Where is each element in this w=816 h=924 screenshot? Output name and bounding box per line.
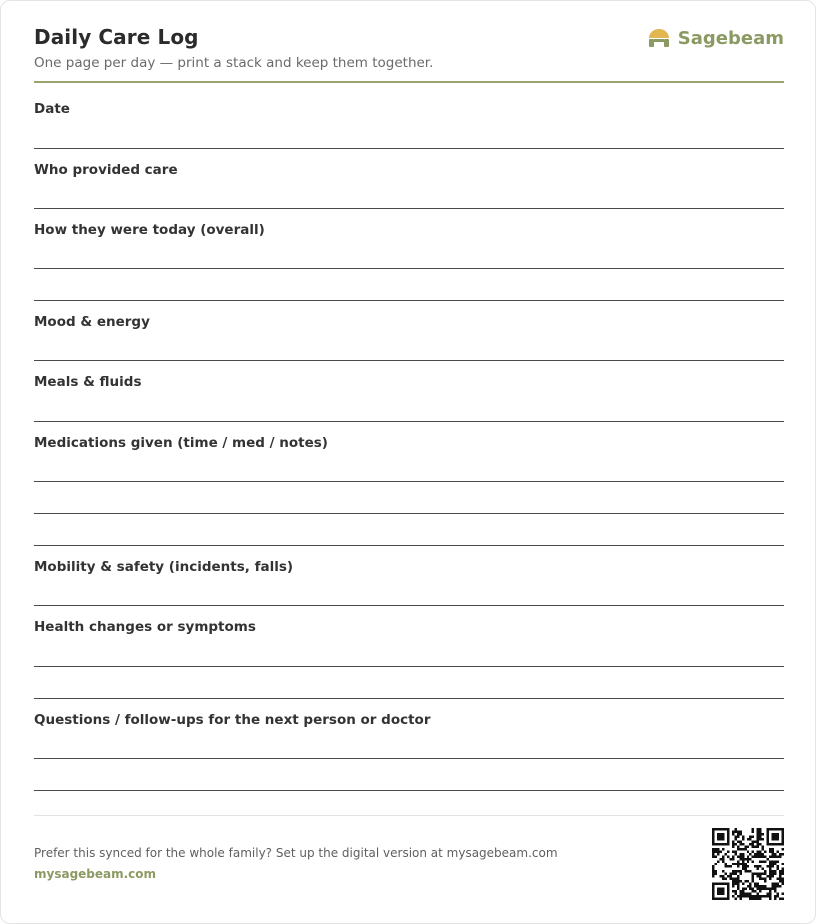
field-label-meals: Meals & fluids xyxy=(34,374,142,390)
field-label-questions: Questions / follow-ups for the next person or doctor xyxy=(34,712,431,728)
write-line-date[interactable] xyxy=(34,148,784,149)
field-label-overall: How they were today (overall) xyxy=(34,222,265,238)
brand-logo xyxy=(648,27,784,49)
write-line-meals[interactable] xyxy=(34,421,784,422)
page-title: Daily Care Log xyxy=(34,25,199,49)
footer-note: Prefer this synced for the whole family? Set up the digital version at mysagebeam.com xyxy=(34,846,558,860)
write-line-health-2[interactable] xyxy=(34,698,784,699)
write-line-questions-2[interactable] xyxy=(34,790,784,791)
write-line-medications-1[interactable] xyxy=(34,481,784,482)
write-line-caregiver[interactable] xyxy=(34,208,784,209)
header-divider xyxy=(34,81,784,83)
field-label-mobility: Mobility & safety (incidents, falls) xyxy=(34,559,294,575)
qr-code-icon[interactable] xyxy=(712,828,784,900)
footer-divider xyxy=(34,815,784,816)
write-line-health-1[interactable] xyxy=(34,666,784,667)
sunrise-icon xyxy=(648,28,670,48)
website-link[interactable]: mysagebeam.com xyxy=(34,867,157,881)
write-line-mobility[interactable] xyxy=(34,605,784,606)
field-label-health: Health changes or symptoms xyxy=(34,619,256,635)
field-label-date: Date xyxy=(34,101,70,117)
brand-name: Sagebeam xyxy=(677,27,784,49)
page-header xyxy=(34,23,784,81)
field-label-medications: Medications given (time / med / notes) xyxy=(34,435,328,451)
write-line-medications-3[interactable] xyxy=(34,545,784,546)
field-label-mood: Mood & energy xyxy=(34,314,150,330)
write-line-overall-1[interactable] xyxy=(34,268,784,269)
write-line-questions-1[interactable] xyxy=(34,758,784,759)
write-line-mood[interactable] xyxy=(34,360,784,361)
write-line-medications-2[interactable] xyxy=(34,513,784,514)
write-line-overall-2[interactable] xyxy=(34,300,784,301)
field-label-caregiver: Who provided care xyxy=(34,162,178,178)
page-subtitle: One page per day — print a stack and keep them together. xyxy=(34,55,434,71)
